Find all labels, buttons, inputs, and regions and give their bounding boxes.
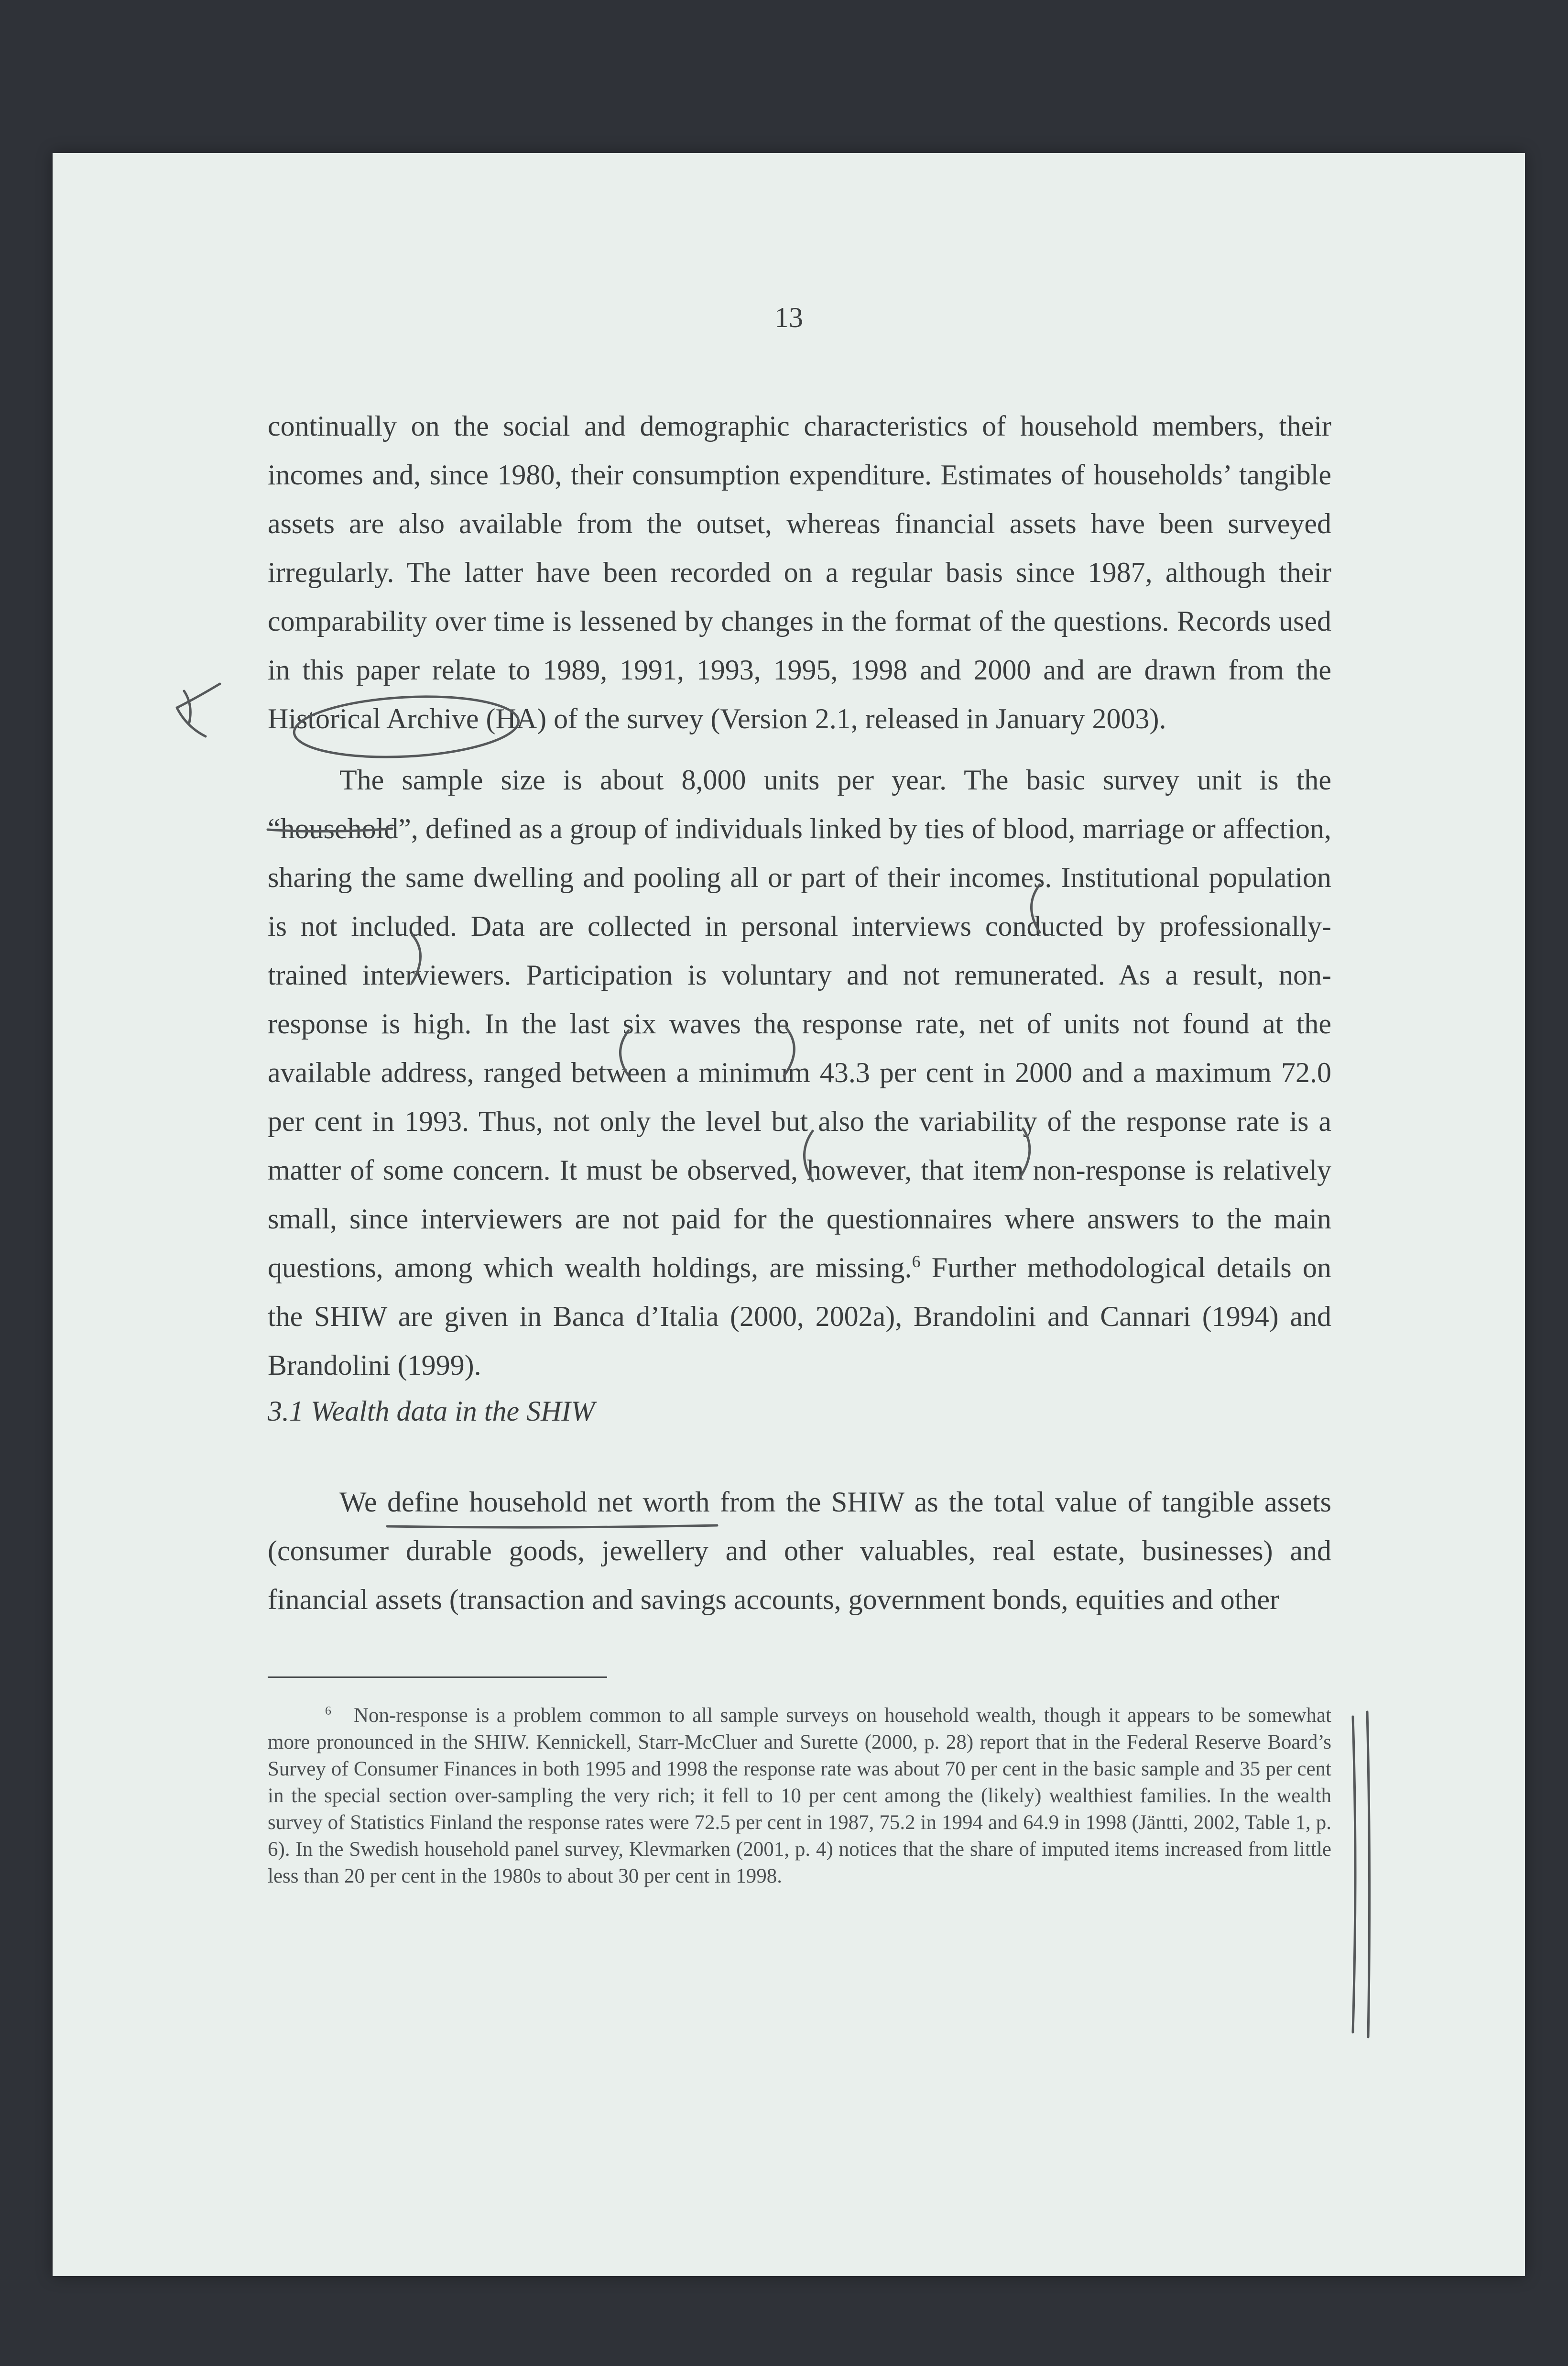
bracketed-text-institutional: Institutional population is not included. [268, 862, 1331, 942]
paragraph-2-text-5: is relatively small, since interviewers are not paid for the questionnaires where answers to the main questions, among which wealth holdings, are missing. [268, 1154, 1331, 1283]
pencil-cross-mark [177, 684, 220, 736]
pencil-margin-line-left [1353, 1717, 1355, 2032]
footnote-reference: 6 [912, 1252, 921, 1271]
paragraph-2-text-4: net of units not found at the available address, ranged between a minimum 43.3 per cent in 2000 and a maximum 72.0 per cent in 1993. Thus, not only the level but also the variability of the response rate is a matter of some concern. It must be observed, however, that [268, 1008, 1331, 1186]
footnote [268, 1702, 1331, 1890]
underlined-text-net-worth: define household net worth [387, 1486, 710, 1518]
pencil-margin-line-right [1367, 1712, 1370, 2037]
paragraph-1-text: continually on the social and demographic characteristics of household members, their incomes and, since 1980, their consumption expenditure. Estimates of households’ tangible assets are also available from the outset, whereas financial assets have been surveyed irregularly. The latter have been recorded on a regular basis since 1987, although their comparability over time is lessened by changes in the format of the questions. Records used in this paper relate to 1989, 1991, 1993, 1995, 1998 and 2000 and are drawn from the [268, 410, 1331, 686]
document-page [53, 153, 1525, 2276]
page-number: 13 [774, 302, 803, 333]
paragraph-2-text-6: Further methodological details on the SHIW are given in Banca d’Italia (2000, 2002a), Brandolini and Cannari (1994) and Brandolini (1999). [268, 1252, 1331, 1381]
paragraph-3-text-2: from the SHIW as the total value of tangible assets (consumer durable goods, jewellery and other valuables, real estate, businesses) and financial assets (transaction and savings accounts, government bonds, equities and other [268, 1486, 1331, 1615]
footnote-marker: 6 [325, 1703, 331, 1718]
section-heading: 3.1 Wealth data in the SHIW [268, 1395, 595, 1427]
bracketed-text-response-rate: response rate, [802, 1008, 966, 1040]
paragraph-3 [268, 1478, 1331, 1624]
paragraph-3-text-1: We [339, 1486, 387, 1518]
footnote-divider [268, 1676, 607, 1678]
paragraph-2-text-1: The sample size is about 8,000 units per year. The basic survey unit is the [339, 764, 1331, 796]
paragraph-1-text-end: of the survey (Version 2.1, released in January 2003). [546, 703, 1166, 734]
footnote-text: Non-response is a problem common to all sample surveys on household wealth, though it appears to be somewhat more pronounced in the SHIW. Kennickell, Starr-McCluer and Surette (2000, p. 28) report that in the Federal Reserve Board’s Survey of Consumer Finances in both 1995 and 1998 the response rate was about 70 per cent in the basic sample and 35 per cent in the special section over-sampling the very rich; it fell to 10 per cent among the (likely) wealthiest families. In the wealth survey of Statistics Finland the response rates were 72.5 per cent in 1987, 75.2 in 1994 and 64.9 in 1998 (Jäntti, 2002, Table 1, p. 6). In the Swedish household panel survey, Klevmarken (2001, p. 4) notices that the share of imputed items increased from little less than 20 per cent in the 1980s to about 30 per cent in 1998. [268, 1704, 1331, 1887]
underlined-text-household: “household” [268, 813, 411, 844]
bracketed-text-item-non-response: item non-response [973, 1154, 1186, 1186]
paragraph-2-text-2: , defined as a group of individuals linked by ties of blood, marriage or affection, sharing the same dwelling and pooling all or part of their incomes. [268, 813, 1331, 893]
paragraph-2 [268, 756, 1331, 1390]
paragraph-2-text-3: Data are collected in personal interviews conducted by professionally-trained interviewers. Participation is voluntary and not remunerated. As a result, non-response is high. In the last six waves the [268, 910, 1332, 1040]
paragraph-1 [268, 402, 1331, 743]
circled-text-historical-archive: Historical Archive (HA) [268, 703, 547, 734]
